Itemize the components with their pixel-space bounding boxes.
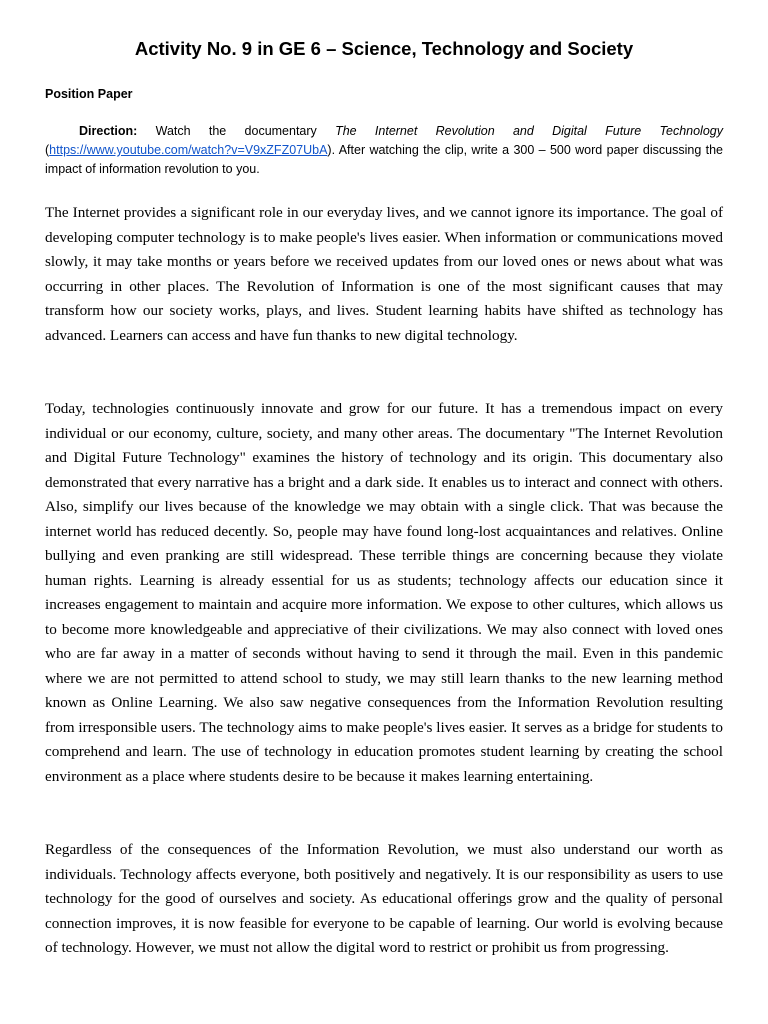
direction-paragraph — [45, 122, 723, 179]
documentary-title: The Internet Revolution and Digital Future Technology — [335, 124, 723, 138]
direction-text-before: Watch the documentary — [137, 124, 336, 138]
document-subtitle: Position Paper — [45, 87, 133, 101]
direction-label: Direction: — [79, 124, 138, 138]
youtube-link[interactable]: https://www.youtube.com/watch?v=V9xZFZ07UbA — [49, 143, 328, 157]
body-paragraph-1: The Internet provides a significant role in our everyday lives, and we cannot ignore its importance. The goal of developing computer technology is to make people's lives easier. When information or communications moved slowly, it may take months or years before we received updates from our loved ones or news about what was occurring in other places. The Revolution of Information is one of the most significant causes that may transform how our society works, plays, and lives. Student learning habits have shifted as technology has advanced. Learners can access and have fun thanks to new digital technology. — [45, 204, 723, 344]
page-title: Activity No. 9 in GE 6 – Science, Technology and Society — [134, 38, 634, 59]
direction-paren: ( — [45, 143, 50, 157]
body-paragraph-3: Regardless of the consequences of the Information Revolution, we must also understand our worth as individuals. Technology affects everyone, both positively and negatively. It is our responsibility as users to use technology for the good of ourselves and society. As educational offerings grow and the quality of personal connection improves, it is now feasible for everyone to be capable of learning. Our world is evolving because of technology. However, we must not allow the digital word to restrict or prohibit us from progressing. — [45, 841, 723, 956]
body-paragraph-2: Today, technologies continuously innovate and grow for our future. It has a tremendous impact on every individual or our economy, culture, society, and many other areas. The documentary "The Internet Revolution and Digital Future Technology" examines the history of technology and its origin. This documentary also demonstrated that every narrative has a bright and a dark side. It enables us to interact and connect with others. Also, simplify our lives because of the knowledge we may obtain with a single click. That was because the internet world has reduced decently. So, people may have found long-lost acquaintances and relatives. Online bullying and even pranking are still widespread. These terrible things are concerning because they violate human rights. Learning is already essential for us as students; technology affects our education since it increases engagement to maintain and acquire more information. We expose to other cultures, which allows us to become more knowledgeable and appreciative of their civilizations. We may also connect with loved ones who are far away in a matter of seconds without having to send it through the mail. Even in this pandemic where we are not permitted to attend school to study, we may still learn thanks to the new learning method known as Online Learning. We also saw negative consequences from the Information Revolution resulting from irresponsible users. The technology aims to make people's lives easier. It serves as a bridge for students to comprehend and learn. The use of technology in education promotes student learning by creating the school environment as a place where students desire to be because it makes learning entertaining. — [45, 400, 723, 785]
direction-text-after: ). After watching the clip, write a 300 – 500 word paper discussing the impact of information revolution to you. — [45, 143, 723, 176]
